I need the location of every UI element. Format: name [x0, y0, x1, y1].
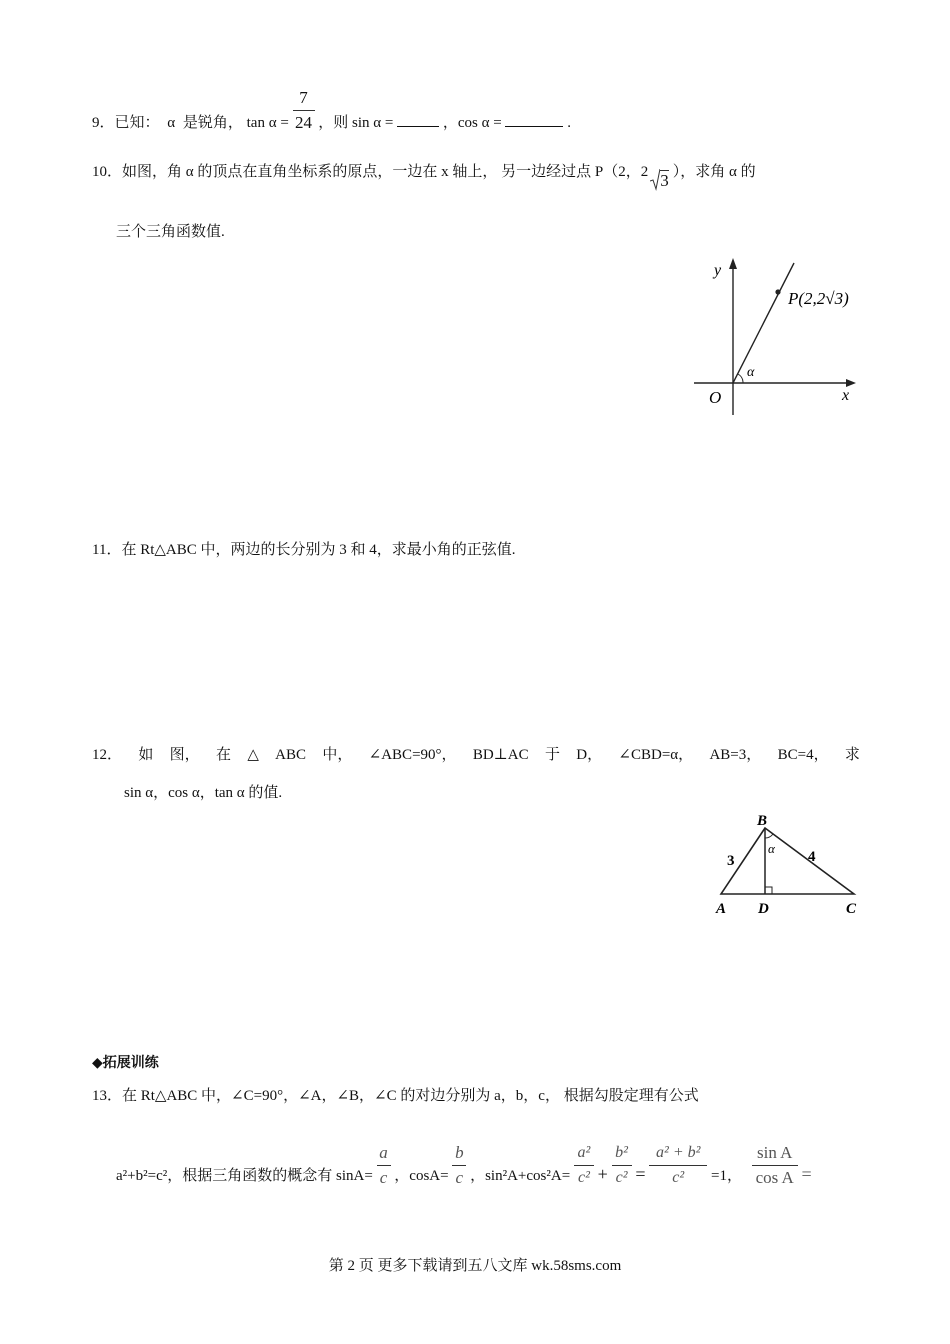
q12-number: 12． [92, 747, 123, 763]
q13-frac-sincos [752, 1142, 798, 1189]
q12-word: ∠ABC=90°， [368, 747, 457, 763]
q13-sum-label: ，sin²A+cos²A= [470, 1168, 571, 1184]
right-angle-mark [765, 887, 772, 894]
q12-word: D， [576, 747, 603, 763]
q12-word: 于 [544, 747, 560, 763]
vertex-b: B [757, 813, 768, 829]
fraction-bar [752, 1165, 798, 1166]
vertex-c: C [846, 901, 857, 917]
q12-word: AB=3， [709, 747, 762, 763]
fraction-bar [293, 110, 315, 111]
fraction-num [752, 1142, 798, 1164]
q13-plus: + [597, 1164, 608, 1184]
fraction-num: b [455, 1143, 464, 1163]
q9-tan-fraction [293, 87, 315, 134]
q12-line1 [92, 745, 860, 765]
q9-end: . [567, 115, 571, 131]
vertex-d: D [758, 901, 769, 917]
fraction-bar [452, 1165, 466, 1166]
fraction-bar [377, 1165, 391, 1166]
cos-a-text: cos A [755, 1168, 794, 1188]
side-ab-length: 3 [727, 853, 735, 869]
q9-then: ，则 sin α = [318, 115, 394, 131]
angle-alpha: α [768, 841, 775, 856]
q10-text-end: ），求角 α 的 [672, 164, 756, 180]
q9-prefix: 9．已知： [92, 115, 160, 131]
q13-eq: = [635, 1164, 646, 1184]
q9-line [92, 88, 571, 134]
fraction-num: b² [615, 1144, 628, 1162]
q12-word: △ [247, 747, 259, 763]
q13-cos-label: ，cosA= [394, 1168, 449, 1184]
section-title: ◆拓展训练 [92, 1055, 159, 1071]
x-axis-arrow [846, 379, 856, 387]
q10-sqrt-value: 3 [660, 171, 669, 190]
point-p-label: P(2,2√3) [788, 289, 849, 308]
fraction-den: c² [672, 1169, 685, 1187]
q9-is-acute: 是锐角， [182, 115, 243, 131]
x-axis-label: x [842, 387, 850, 404]
sin-a-text: sin A [756, 1143, 793, 1163]
q13-eq1: =1， [710, 1168, 742, 1184]
q13-sin-fraction [377, 1142, 391, 1189]
q12-word: 求 [844, 747, 860, 763]
q9-alpha: α [167, 115, 176, 131]
q12-word: BC=4， [777, 747, 829, 763]
vertex-a: A [716, 901, 727, 917]
q9-cos-blank[interactable] [505, 112, 563, 127]
q10-line1 [92, 161, 756, 190]
page-footer: 第 2 页 更多下载请到五八文库 wk.58sms.com [328, 1258, 622, 1274]
q10-line2: 三个三角函数值. [116, 224, 225, 240]
fraction-num: a² [577, 1144, 591, 1162]
q12-word: BD⊥AC [472, 747, 529, 763]
radical-sign [650, 169, 660, 191]
fraction-den: c [455, 1168, 464, 1188]
q9-sin-blank[interactable] [397, 112, 439, 127]
q10-text: 10．如图，角 α 的顶点在直角坐标系的原点，一边在 x 轴上， 另一边经过点 P（2，2 [92, 164, 649, 180]
fraction-bar [612, 1165, 632, 1166]
q12-line2: sin α，cos α，tan α 的值. [124, 785, 283, 801]
q13-start: a²+b²=c²，根据三角函数的概念有 sinA= [116, 1168, 373, 1184]
q9-cos-label: ，cos α = [442, 115, 502, 131]
q10-figure [690, 255, 870, 425]
q9-tan-den: 24 [295, 113, 313, 133]
q9-tan-label: tan α = [246, 115, 289, 131]
q12-figure [710, 812, 870, 922]
angle-label: α [747, 365, 755, 380]
q12-word: 中， [322, 747, 353, 763]
y-axis-arrow [729, 258, 737, 269]
q9-tan-num: 7 [299, 88, 308, 108]
q13-frac-b2 [612, 1142, 632, 1189]
q12-word: 在 [215, 747, 231, 763]
fraction-den [752, 1167, 798, 1189]
angle-arc [738, 374, 743, 383]
q13-line2 [116, 1143, 812, 1189]
terminal-ray [733, 263, 794, 383]
fraction-den: c [379, 1168, 388, 1188]
side-bc-length: 4 [808, 849, 816, 865]
triangle-abc [721, 828, 854, 894]
fraction-num: a² + b² [656, 1144, 701, 1162]
q13-eq-end: = [801, 1164, 812, 1184]
fraction-bar [649, 1165, 707, 1166]
point-p [775, 289, 780, 294]
q13-cos-fraction [452, 1142, 466, 1189]
y-axis-label: y [714, 262, 722, 279]
origin-label: O [709, 388, 722, 407]
sqrt-icon [650, 171, 669, 192]
q13-line1: 13．在 Rt△ABC 中，∠C=90°，∠A，∠B，∠C 的对边分别为 a，b，c， 根据勾股定理有公式 [92, 1088, 699, 1104]
q13-frac-a2 [574, 1142, 594, 1189]
angle-arc [765, 834, 773, 838]
fraction-num: a [379, 1143, 388, 1163]
fraction-bar [574, 1165, 594, 1166]
fraction-den: c² [577, 1169, 590, 1187]
q12-word: 图， [169, 747, 200, 763]
q12-word: ∠CBD=α， [618, 747, 694, 763]
q12-word: ABC [275, 747, 307, 763]
fraction-den: c² [615, 1169, 628, 1187]
q11-line: 11．在 Rt△ABC 中，两边的长分别为 3 和 4，求最小角的正弦值. [92, 542, 516, 558]
q13-frac-sum [649, 1142, 707, 1189]
q12-word: 如 [138, 747, 154, 763]
